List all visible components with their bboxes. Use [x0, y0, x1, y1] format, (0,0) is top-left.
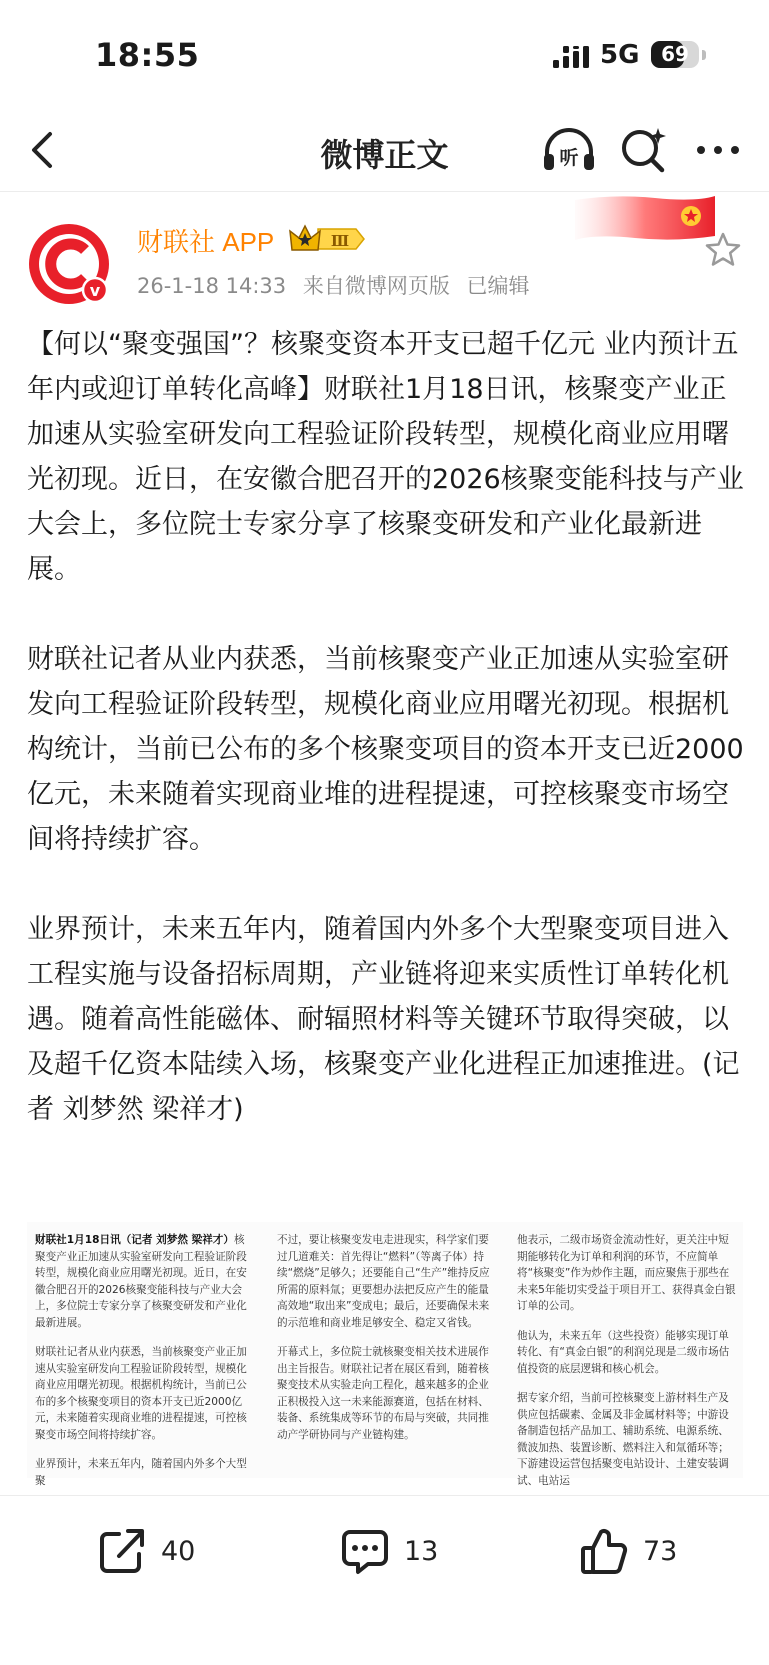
- listen-button[interactable]: [541, 124, 597, 176]
- article-image-text: 核聚变产业正加速从实验室研发向工程验证阶段转型，规模化商业应用曙光初现。近日，在安徽合肥召开的2026核聚变能科技与产业大会上，多位院士专家分享了核聚变研发和产业化最新进展。: [35, 1234, 247, 1329]
- action-bar: [0, 1495, 769, 1603]
- post-body: [27, 322, 747, 1177]
- article-image-paragraph: 不过，要让核聚变发电走进现实，科学家们要过几道难关：首先得让“燃料”（等离子体）持续“燃烧”足够久；还要能自己“生产”维持反应所需的原料氚；更要想办法把反应产生的能量高效地“取出来”变成电；最后，还要确保未来的示范堆和商业堆足够安全、稳定又省钱。: [277, 1234, 490, 1329]
- more-dots-icon[interactable]: [693, 130, 743, 170]
- post-paragraph: 业界预计，未来五年内，随着国内外多个大型聚变项目进入工程实施与设备招标周期，产业链将迎来实质性订单转化机遇。随着高性能磁体、耐辐照材料等关键环节取得突破，以及超千亿资本陆续入场，核聚变产业化进程正加速推进。(记者 刘梦然 梁祥才): [27, 914, 740, 1125]
- search-sparkle-icon[interactable]: [618, 124, 670, 176]
- page-title: 微博正文: [320, 136, 449, 174]
- member-crown-badge-icon[interactable]: [288, 222, 366, 256]
- author-header: [0, 192, 769, 302]
- share-icon: [97, 1526, 147, 1576]
- article-image-paragraph: 他表示，二级市场资金流动性好，更关注中短期能够转化为订单和利润的环节，不应简单将“核聚变”作为炒作主题，而应聚焦于那些在未来5年能切实受益于项目开工、获得真金白银订单的公司。: [517, 1234, 736, 1312]
- post-paragraph: 【何以“聚变强国”？核聚变资本开支已超千亿元 业内预计五年内或迎订单转化高峰】财联社1月18日讯，核聚变产业正加速从实验室研发向工程验证阶段转型，规模化商业应用曙光初现。近日，在安徽合肥召开的2026核聚变能科技与产业大会上，多位院士专家分享了核聚变研发和产业化最新进展。: [27, 329, 744, 585]
- nav-bar: [0, 110, 769, 192]
- listen-label: 听: [559, 147, 579, 169]
- like-button[interactable]: [579, 1526, 677, 1576]
- article-image-paragraph: 开幕式上，多位院士就核聚变相关技术进展作出主旨报告。财联社记者在展区看到，随着核聚变技术从实验走向工程化，越来越多的企业正积极投入这一未来能源赛道，包括在材料、装备、系统集成等环节的布局与突破，共同推动产学研协同与产业链构建。: [277, 1346, 489, 1441]
- post-meta: [137, 270, 540, 300]
- thumbs-up-icon: [579, 1526, 629, 1576]
- status-time: 18:55: [95, 36, 200, 74]
- battery-icon: [651, 41, 699, 68]
- author-name[interactable]: 财联社 APP: [137, 227, 275, 257]
- avatar[interactable]: [27, 222, 111, 306]
- level-text: Ⅲ: [330, 232, 350, 250]
- share-button[interactable]: [97, 1526, 195, 1576]
- article-image[interactable]: [27, 1222, 743, 1487]
- comment-button[interactable]: [340, 1526, 438, 1576]
- post-source: 来自微博网页版: [302, 274, 450, 298]
- post-paragraph: 财联社记者从业内获悉，当前核聚变产业正加速从实验室研发向工程验证阶段转型，规模化商业应用曙光初现。根据机构统计，当前已公布的多个核聚变项目的资本开支已近2000亿元，未来随着实现商业堆的进程提速，可控核聚变市场空间将持续扩容。: [27, 644, 744, 855]
- festive-card-decoration-icon: [575, 192, 715, 248]
- comment-count: 13: [404, 1535, 439, 1567]
- article-image-paragraph: 据专家介绍，当前可控核聚变上游材料生产及供应包括碳素、金属及非金属材料等；中游设备制造包括产品加工、辅助系统、电源系统、微波加热、装置诊断、燃料注入和氚循环等；下游建设运营包括聚变电站设计、土建安装调试、电站运: [517, 1392, 729, 1487]
- comment-icon: [340, 1526, 390, 1576]
- headphones-listen-icon: [541, 124, 597, 176]
- article-image-column: [517, 1232, 737, 1502]
- network-type: 5G: [600, 40, 640, 70]
- article-image-column: [35, 1232, 255, 1502]
- article-image-column: [277, 1232, 497, 1456]
- share-count: 40: [161, 1535, 196, 1567]
- article-image-paragraph: [35, 1232, 255, 1331]
- article-image-paragraph: 财联社记者从业内获悉，当前核聚变产业正加速从实验室研发向工程验证阶段转型，规模化商业应用曙光初现。根据机构统计，当前已公布的多个核聚变项目的资本开支已近2000亿元，未来随着实现商业堆的进程提速，可控核聚变市场空间将持续扩容。: [35, 1346, 247, 1441]
- battery-cap: [702, 50, 706, 60]
- like-count: 73: [643, 1535, 678, 1567]
- article-image-paragraph: 业界预计，未来五年内，随着国内外多个大型聚: [35, 1458, 247, 1487]
- battery-level: 69: [661, 42, 689, 66]
- status-bar: [0, 0, 769, 110]
- post-timestamp: 26-1-18 14:33: [137, 274, 287, 298]
- signal-strength-icon: [553, 46, 591, 68]
- star-favorite-icon[interactable]: [703, 230, 743, 270]
- verified-icon: v: [89, 281, 101, 300]
- article-image-lead: 财联社1月18日讯（记者 刘梦然 梁祥才）: [35, 1234, 234, 1246]
- edited-label: 已编辑: [466, 274, 530, 298]
- article-image-paragraph: 他认为，未来五年（这些投资）能够实现订单转化、有“真金白银”的利润兑现是二级市场估值投资的底层逻辑和核心机会。: [517, 1329, 730, 1375]
